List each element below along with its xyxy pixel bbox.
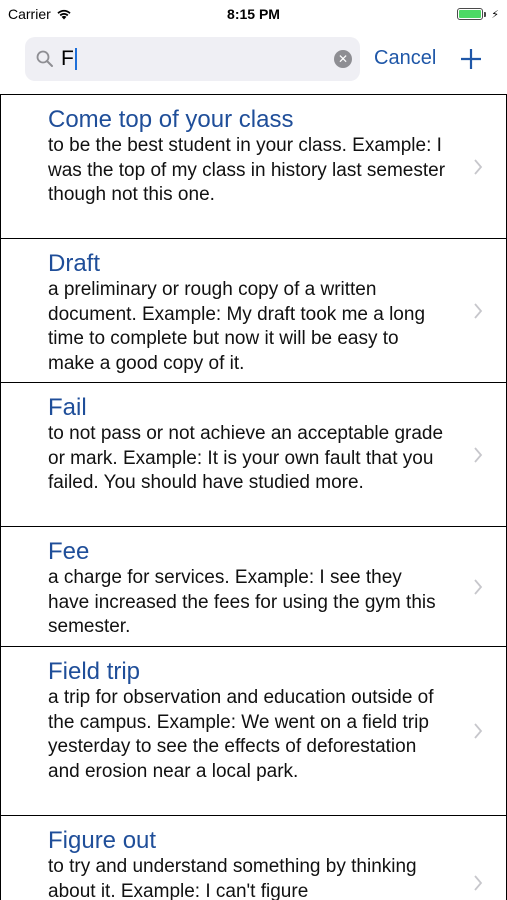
search-input[interactable] — [61, 45, 341, 73]
entry-description: to be the best student in your class. Example: I was the top of my class in history last semester though not this one. — [48, 135, 446, 205]
entry-description: a charge for services. Example: I see they have increased the fees for using the gym this semester. — [48, 567, 436, 637]
status-bar — [0, 0, 507, 28]
entry-title: Fee — [48, 538, 90, 565]
entry-title: Draft — [48, 250, 101, 277]
clock: 8:15 PM — [227, 6, 280, 22]
list-item[interactable] — [0, 95, 507, 239]
chevron-right-icon — [473, 722, 483, 740]
entry-title: Field trip — [48, 658, 141, 685]
carrier-label: Carrier — [8, 6, 51, 22]
entry-description: to not pass or not achieve an acceptable grade or mark. Example: It is your own fault that you failed. You should have studied more. — [48, 423, 444, 493]
charging-bolt-icon: ⚡︎ — [491, 8, 499, 21]
entry-title: Figure out — [48, 827, 157, 854]
entry-title: Come top of your class — [48, 106, 294, 133]
list-item[interactable] — [0, 647, 507, 816]
search-row — [0, 37, 507, 81]
entry-description: a preliminary or rough copy of a written document. Example: My draft took me a long time to complete but now it will be easy to make a good copy of it. — [48, 279, 426, 374]
entry-description: to try and understand something by thinking about it. Example: I can't figure — [48, 856, 417, 900]
search-input-value: F — [61, 47, 74, 70]
cancel-button[interactable]: Cancel — [374, 47, 437, 69]
chevron-right-icon — [473, 446, 483, 464]
entry-description: a trip for observation and education outside of the campus. Example: We went on a field trip yesterday to see the effects of deforestation and erosion near a local park. — [48, 687, 434, 782]
chevron-right-icon — [473, 302, 483, 320]
list-item[interactable] — [0, 383, 507, 527]
add-icon[interactable] — [459, 47, 483, 71]
search-field[interactable] — [25, 37, 360, 81]
text-caret — [75, 48, 77, 70]
chevron-right-icon — [473, 874, 483, 892]
list-item[interactable] — [0, 527, 507, 647]
entry-title: Fail — [48, 394, 87, 421]
vocabulary-list — [0, 94, 507, 900]
search-icon — [35, 49, 55, 69]
list-item[interactable] — [0, 816, 507, 900]
clear-search-icon[interactable]: ✕ — [334, 50, 352, 68]
chevron-right-icon — [473, 158, 483, 176]
chevron-right-icon — [473, 578, 483, 596]
list-item[interactable] — [0, 239, 507, 383]
